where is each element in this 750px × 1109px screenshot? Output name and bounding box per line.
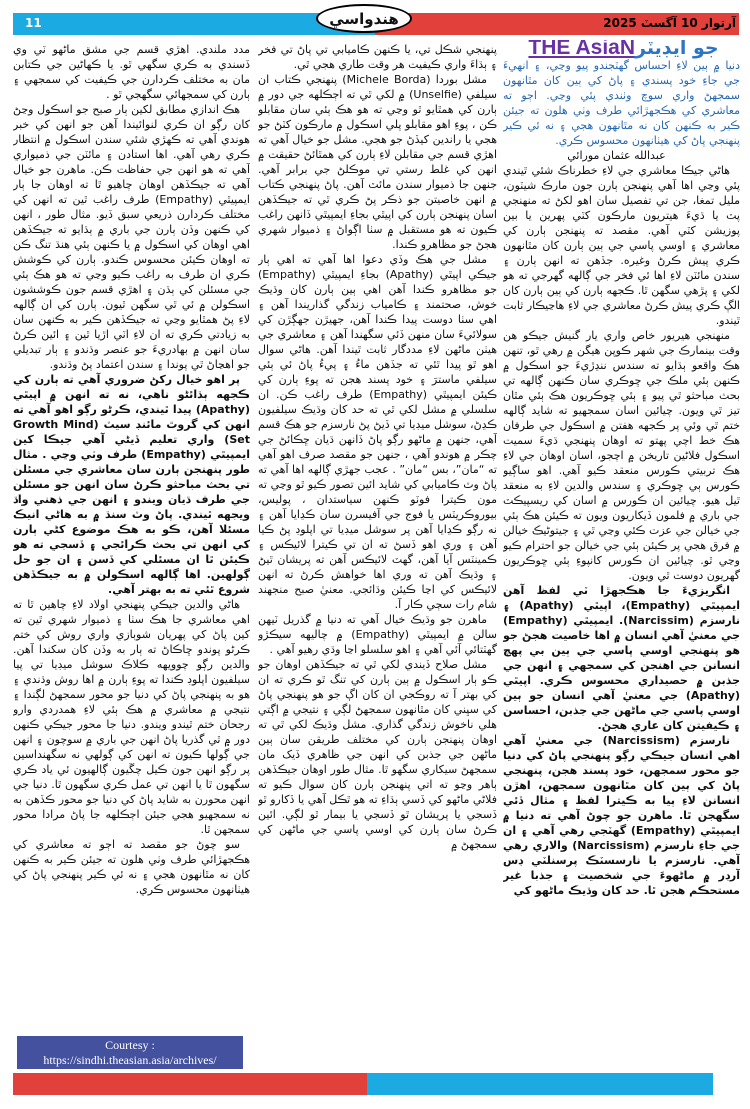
courtesy-url: https://sindhi.theasian.asia/archives/: [43, 1053, 217, 1067]
courtesy-label: Courtesy :: [105, 1038, 155, 1052]
article-paragraph: هڪ اندازي مطابق لکين ٻار صبح جو اسڪول وڃڻ کان رڳو ان ڪري لنوائيندا آهن جو انهن کي خبر هوندي آهي ته ڪهڙي شئي سندن اسڪول ۾ انتظار ڪري رهي آهي. اها استادن ۽ مائٽن جي ذميواري آهي ته هو انهن جي حفاظت ڪن. ماهرن جو خيال آهي ته جيڪڏهن اوهان چاهيو ٿا ته اوهان جا ٻار ايمپيٿي (Empathy) طرف راغب ٿين ته انهن کي مختلف ڪردارن ذريعي سبق ڏيو. مثال طور ، انهن کي ڪنهن وڏن ٻارن جي باري ۾ ٻڌايو ته جيڪڏهن اهي اوهان کي اسڪول ۾ يا ڪنهن ٻئي هنڌ تنگ ڪن ته اوهان ڪيئن محسوس ڪندو. ٻارن کي ڪوشش ڪري ان طرف به راغب ڪيو وڃي ته هو هڪ ٻئي جي مسئلن کي ٻڌن ۽ اهڙي قسم جون ڪوششون اسڪولن ۾ ئي ٿي سگهن ٿيون. ٻارن کي ان ڳالهه لاءِ پڻ همٿايو وڃي ته جيڪڏهن ڪير به ڪنهن سان به زيادتي ڪري ته ان لاءِ اٽي اڙيا ٿين ۽ ائين ڪرڻ سان انهن ۾ بهادريءَ جو عنصر وڌندو ۽ ٻار تبديلي جو اهڃاڻ ٿي پوندا ۽ سندن اعتماد پڻ وڌندو.: [13, 103, 250, 371]
article-byline: عبدالله عثمان مورائي: [567, 149, 666, 162]
column-middle: [258, 42, 497, 1070]
masthead-logo: هندواسي: [316, 4, 412, 33]
page-number: 11: [25, 16, 42, 30]
article-paragraph: پر اهو خيال رکڻ ضروري آهي ته ٻارن کي ڪجهه ٻڌائڻو ناهي، نه ته انهن ۾ اپيٿي (Apathy) پيدا ٿيندي، ڪرڻو رڳو اهو آهي ته انهن کي گروٿ مائنڊ سيٽ (Growth Mind Set) واري تعليم ڏيڻي آهي جيڪا کين ايمپيٿي (Empathy) طرف وٺي وڃي . مثال طور پنهنجن ٻارن سان معاشري جي مسئلن تي بحث مباحثو ڪرڻ سان انهن جو مسئلن جي طرف ڌيان ويندو ۽ انهن جي ذهني واڌ ويجهه ٿيندي. پاڻ وٽ سنڌ ۾ به هاڻي انيڪ مسئلا آهن، ڪو به هڪ موضوع کڻي ٻارن کي انهن تي بحث ڪرائجي ۽ ڏسجي ته هو ڪيئن ٿا ان مسئلي کي ڏسن ۽ ان جو حل ڳولهين. اها ڳالهه اسڪولن ۾ به جيڪڏهن شروع ٿئي ته به بهتر آهي.: [13, 373, 250, 596]
article-paragraph: انگريزيءَ جا هڪجهڙا ٽي لفظ آهن ايمپيٿي (Empathy)، اپيٿي (Apathy) ۽ نارسزم (Narcissim). ايمپيٿي (Empathy) جي معنيٰ آهي انسان ۾ اها خاصيت هجڻ جو هو پنهنجي اوسي پاسي جي ٻين بي پهچ انسانن جي اهنجن کي سمجهي ۽ انهن جي جذبن ۾ حصيداري محسوس ڪري. اپيٿي (Apathy) جي معنيٰ آهي انسان جو ٻين اوسي پاسي جي ماڻهن جي جذبن، احساسن ۽ ڪيفيتن کان عاري هجڻ.: [503, 584, 740, 732]
article-lede: دنيا ۾ ٻين لاءِ احساس گهٽجندو پيو وڃي، ۽ انهيءَ جي جاءِ خود پسندي ۽ پاڻ کي ٻين کان مٿانهون سمجهڻ واري سوچ وٺندي پئي وڃي. اڄو ته معاشري کي هڪجهڙائي طرف وٺي هلون ته جيئن ڪير به ڪنهن کان نه مٿانهون هجي ۽ نه ئي ڪير پنهنجي پاڻ کي هيٺانهون محسوس ڪري.: [503, 59, 740, 147]
article-title: [503, 40, 740, 58]
column-left: [13, 42, 250, 1032]
article-paragraph: مشل جي هڪ وڏي دعوا اها آهي ته اهي ٻار جيڪي اپيٿي (Apathy) بجاءِ ايمپيٿي (Empathy) جو مظاهرو ڪندا آهن اهي ٻين ٻارن کان وڌيڪ خوش، صحتمند ۽ ڪامياب زندگي گذاريندا آهن ۽ اهي سٺا دوست پيدا ڪندا آهن، جهيڙن جهڳڙن کي سولائيءَ سان منهن ڏئي سگهندا آهن ۽ معاشري جي هيٺن ماڻهن لاءِ مددگار ثابت ٿيندا آهن. هاڻي سوال اهو ٿو پيدا ٿئي ته جڏهن ماءُ ۽ پيءُ پاڻ ئي ٻئي سيلفي ماسترَ ۽ خود پسند هجن ته پوءِ ٻارن کي ڪيئن ايمپيٿي (Empathy) طرف راغب ڪن. ان سلسلي ۾ مشل لکي ٿي ته حد کان وڌيڪ سيلفيون ڪڍڻ، سوشل ميڊيا تي ڏيڻ پڻ نارسزم جو هڪ قسم آهي، جنهن ۾ ماڻهو رڳو پاڻ ڏانهن ڌيان ڇڪائڻ جي چڪر ۾ هوندو آهي ، جنهن جو مقصد صرف اهو آهي ته “مان”، بس “مان” . عجب جهڙي ڳالهه اها آهي ته پاڻ وٽ ڪاميابي کي شايد ائين تصور ڪيو ٿو وڃي ته مون ڪيترا فوٽو ڪنهن سياستدان ، پوليس، بيوروڪريٽس يا فوج جي آفيسرن سان ڪڍايا آهن ۽ نه رڳو ڪڍايا آهن پر سوشل ميڊيا تي اپلوڊ پڻ ڪيا آهن ۽ وري اهو ڏسڻ ته ان تي ڪيترا لائيڪس ۽ ڪمينٽس آيا آهن، گهٽ لائيڪس آهن ته پريشان ٿيڻ ۽ وڌيڪ آهن ته وري اها خواهش ڪرڻ ته انهن لائيڪس کي اڃا ڪيئن وڌائجي. معنيٰ صبح منجهند شام رات سڄي ڪار آ.: [258, 253, 497, 611]
article-paragraph: هاڻي والدين جيڪي پنهنجي اولاد لاءِ چاهين ٿا ته اهي معاشري جا هڪ سٺا ۽ ذميوار شهري ٿين ته کين پاڻ کي پهريان شوبازي واري روش کي ختم ڪرڻو پوندو ڇاڪاڻ ته ٻار به وڏن کان سکندا آهن. والدين رڳو چوويهه ڪلاڪ سوشل ميڊيا تي پيا سيلفيون اپلوڊ ڪندا ته پوءِ ٻارن ۾ اها روش وڌندي ۽ هو به پنهنجي پاڻ کي دنيا جو محور سمجهڻ لڳندا ۽ نتيجي ۾ معاشري ۾ هڪ ٻئي لاءِ همدردي وارو رجحان ختم ٿيندو ويندو. دنيا جا محور جيڪي ڪنهن دور ۾ ٿي گذريا پاڻ انهن جي باري ۾ سوچون ۽ انهن جي ڳولها ڪيون ته انهن کي ڳولهي نه سگهنداسين پر رڳو انهن جون ڪيل چڱيون ڳالهيون ئي ياد ڪري سگهون ٿا يا انهن تي عمل ڪري سگهون ٿا. دنيا جي انهن محورن به شايد پاڻ کي دنيا جو محور ڪڏهن به نه سمجهيو هجي جيئن اڄڪلهه جا پاڻ مرادا محور سمجهن ٿا.: [13, 598, 250, 836]
article-paragraph: مدد ملندي. اهڙي قسم جي مشق ماڻهو ٽي وي ڏسندي به ڪري سگهي ٿو. يا ڪهاڻين جي ڪتابن مان به مختلف ڪردارن جي ڪيفيت کي سمجهي ۽ ٻارن کي سمجهائي سگهجي ٿو .: [13, 43, 250, 101]
article-paragraph: پنهنجي شڪل تي، يا ڪنهن ڪاميابي تي پاڻ تي فخر ۽ ٻڌاءَ واري ڪيفيت هر وقت طاري هجي ٿي.: [258, 43, 497, 71]
courtesy-box: [17, 1036, 243, 1069]
footer-red-bar: [13, 1073, 367, 1095]
article-paragraph: ماهرن جو وڌيڪ خيال آهي ته دنيا ۾ گذريل ٽيهن سالن ۾ ايمپيٿي (Empathy) ۾ چاليهه سيڪڙو گهٽتائي آئي آهي ۽ اهو سلسلو اڃا وڌي رهيو آهي .: [258, 613, 497, 656]
article-paragraph: منهنجي هيريور خاص واري يار گنيش جيڪو هن وقت بينمارڪ جي شهر ڪوپن هيگن ۾ رهي ٿو، تنهن هڪ واقعو ٻڌايو ته سندس ننڍڙيءَ جو اسڪول ۾ ڪنهن ٻئي ملڪ جي ڇوڪري سان ڪنهن ڳالهه تي بحث مباحثو ٿي پيو ۽ ٻئي ڇوڪريون هڪ ٻئي مٿان تيز ٿي ويون. چيائين اسان سمجهيو ته شايد ڳالهه ختم ٿي وئي پر ڪجهه هفتن ۾ اسڪول جي طرفان هڪ خط اچي پهتو ته اوهان پنهنجي ڌيءَ سميت اسڪول فلاڻين تاريخن ۾ اچجو، اسان اوهان جي لاءِ هڪ تربيتي ڪورس منعقد ڪيو آهي. اهو ساڳيو ڪورس ٻي ڇوڪري ۽ سندس والدين لاءِ به منعقد ٿيل هيو. چيائين ان ڪورس ۾ اسان کي ريسپيڪٽ جي باري ۾ فلمون ڏيکاريون ويون ته ڪيئن هڪ ٻئي جي خيالن جي عزت ڪئي وڃي ٿي ۽ جيتوڻيڪ خيالن ۾ فرق هجي پر ڪيئن ٻئي جي خيالن جو احترام ڪيو وڃي ٿو. چيائين ان ڪورس کانپوءِ ٻئي ڇوڪريون گهريون دوست ٿي ويون.: [503, 329, 740, 582]
article-paragraph: نارسزم (Narcissism) جي معنيٰ آهي اهي انسان جيڪي رڳو پنهنجي پاڻ کي دنيا جو محور سمجهن، خود پسند هجن، پنهنجي پاڻ کي ٻين کان مٿانهون سمجهن، اهڙن انسانن لاءِ ٻيا به ڪيترا لفظ ۽ مثال ڏئي سگهجن ٿا. ماهرن جو چوڻ آهي ته دنيا ۾ ايمپيٿي (Empathy) گهٽجي رهي آهي ۽ ان جي جاءِ نارسزم (Narcissism) والاري رهي آهي. نارسزم يا نارسسٽڪ پرسنلٽي ڊس آرڊر ۾ ماڻهوءَ جي شخصيت ۽ جذبا غير مستحڪم هجن ٿا. حد کان وڌيڪ ماڻهو کي: [503, 734, 740, 897]
article-title-sindhi: جو ايڊيٽر: [635, 40, 719, 59]
article-paragraph: سو چوڻ جو مقصد ته اڄو ته معاشري کي هڪجهڙائي طرف وٺي هلون ته جيئن ڪير به ڪنهن کان نه مٿانهون هجي ۽ نه ئي ڪير پنهنجي پاڻ کي هيٺانهون محسوس ڪري.: [13, 838, 250, 896]
article-paragraph: هاڻي جيڪا معاشري جي لاءِ خطرناڪ شئي ٿيندي پئي وڃي اها آهي پنهنجن ٻارن جون مارڪ شيٽون، مليل تمغا، جن تي تفصيل سان اهو لکڻ ته منهنجي پٽ يا ڌيءَ هيتريون مارڪون کٽي پهرين يا بين پوزيشن کٽي آهي. مقصد ته پنهنجن ٻارن کي معاشري ۽ اوسي پاسي جي ٻين ٻارن کان مٿانهون ڪري پيش ڪرڻ وغيره. جڏهن ته انهن ٻارن ۽ سندن مائٽن لاءِ اها ئي فخر جي ڳالهه گهرجي ته هو لکي ۽ پڙهي سگهن ٿا. ڪجهه ٻارن کي ٻين ٻارن کان الڳ ڪري پيش ڪرڻ معاشري جي لاءِ هاڃيڪار ثابت ٿيندو.: [503, 164, 740, 327]
issue-date: آرتوار 10 آگسٽ 2025: [603, 16, 736, 30]
column-right: [503, 40, 740, 1064]
article-paragraph: مشل بوردا (Michele Borda) پنهنجي ڪتاب ان سيلفي (Unselfie) ۾ لکي ٿي ته اڄڪلهه جي دور ۾ ٻارن کي همٿايو ٿو وڃي ته هو هڪ ٻئي سان مقابلو ڪن ، پوءِ اهو مقابلو پلي اسڪول ۾ مارڪون کٽڻ جو هجي يا راندين کيڏڻ جو هجي. مشل جو خيال آهي ته اهڙي قسم جي مقابلن لاءِ ٻارن کي همٿائڻ حقيقت ۾ انهن کي غلط رستي تي موڪلڻ جي برابر آهي. جنهن جا ذميوار سندن مائٽ آهن. پاڻ پنهنجي ڪتاب ۾ انهن خاصيتن جو ذڪر پڻ ڪري ٿي ته جيڪڏهن اسان پنهنجن ٻارن کي اپيٿي بجاءِ ايمپيٿي ڏانهن راغب ڪيون ته هو مستقبل ۾ سٺا اڳواڻ ۽ ذميوار شهري هجڻ جو مظاهرو ڪندا.: [258, 73, 497, 251]
article-paragraph: مشل صلاح ڏيندي لکي ٿي ته جيڪڏهن اوهان جو ڪو ٻار اسڪول ۾ ٻين ٻارن کي تنگ ٿو ڪري ته ان کي بهتر آ ته روڪجي ان کان اڳ جو هو پنهنجي پاڻ کي سڀني کان مٿانهون سمجهڻ لڳي ۽ نتيجي ۾ اڳتي هلي ناخوش زندگي گذاري. مشل وڌيڪ لکي ٿي ته اوهان پنهنجن ٻارن کي مختلف طريقن سان ٻين ماڻهن جي جذبن کي انهن جي ظاهري ڏيک مان سمجهڻ سيکاري سگهو ٿا. مثال طور اوهان جيڪڏهن ٻاهر وڃو ته اتي پنهنجن ٻارن کان سوال ڪيو ته فلاڻي ماڻهو کي ڏسي ٻڌاءِ ته هو ٿڪل آهي يا ڏکارو ٿو ڏسجي يا پريشان ٿو ڏسجي يا بيمار ٿو لڳي. ائين ڪرڻ سان ٻارن کي اوسي پاسي جي ماڻهن کي سمجهڻ ۾: [258, 658, 497, 851]
article-title-latin: THE AsiaN: [528, 40, 636, 59]
footer-cyan-bar: [367, 1073, 713, 1095]
